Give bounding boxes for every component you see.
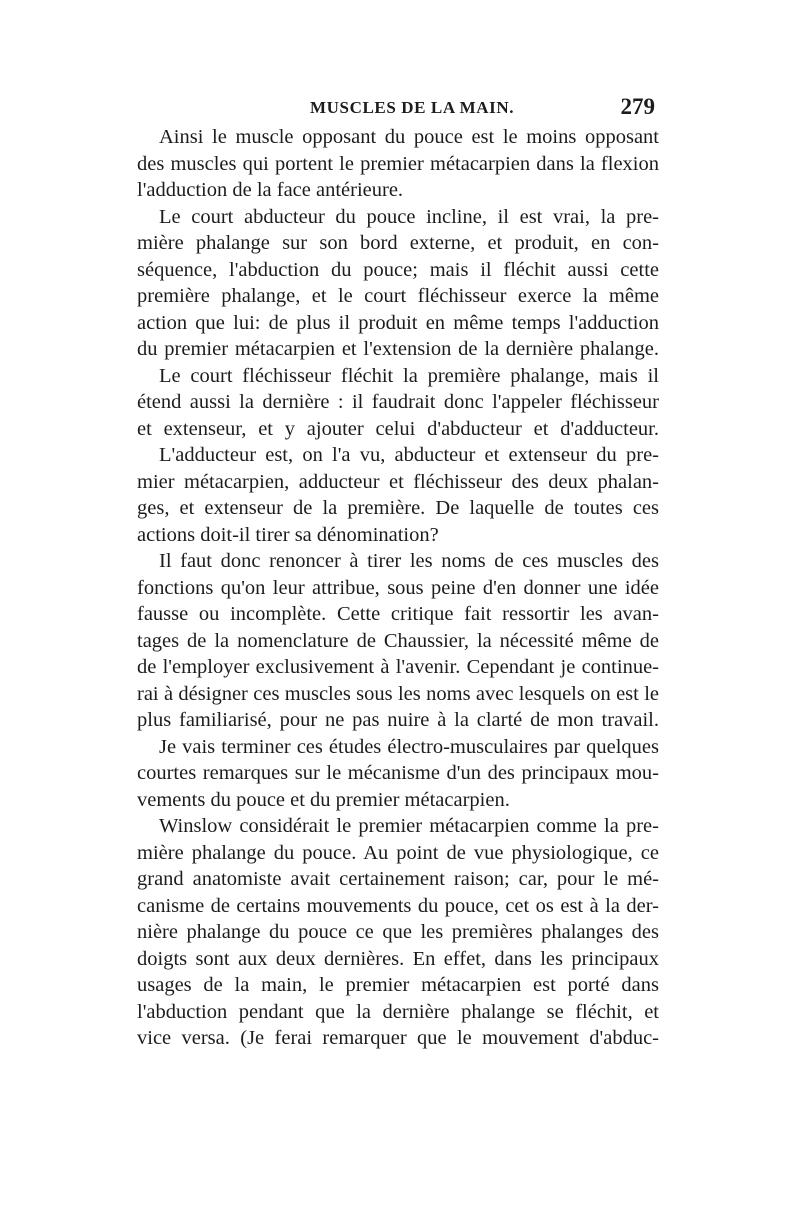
text-line: grand anatomiste avait certainement raison; car, pour le mé- — [137, 868, 659, 890]
text-line: courtes remarques sur le mécanisme d'un des principaux mou- — [137, 762, 659, 784]
text-line: plus familiarisé, pour ne pas nuire à la clarté de mon travail. — [137, 709, 659, 731]
text-line: séquence, l'abduction du pouce; mais il fléchit aussi cette — [137, 258, 659, 281]
text-line: Il faut donc renoncer à tirer les noms de ces muscles des — [159, 550, 659, 572]
text-line: étend aussi la dernière : il faudrait donc l'appeler fléchisseur — [137, 391, 659, 413]
text-line: Winslow considérait le premier métacarpien comme la pre- — [159, 815, 659, 837]
page-number: 279 — [620, 94, 655, 119]
text-line: mière phalange sur son bord externe, et produit, en con- — [137, 232, 659, 254]
text-line: rai à désigner ces muscles sous les noms avec lesquels on est le — [137, 682, 659, 705]
text-line: action que lui: de plus il produit en même temps l'adduction — [137, 311, 659, 334]
text-line: du premier métacarpien et l'extension de la dernière phalange. — [137, 338, 659, 360]
text-line: Le court abducteur du pouce incline, il est vrai, la pre- — [159, 205, 659, 228]
text-line: Je vais terminer ces études électro-musculaires par quelques — [159, 735, 659, 758]
text-line: tages de la nomenclature de Chaussier, la nécessité même de — [137, 629, 659, 652]
running-head — [137, 96, 659, 124]
text-line: l'adduction de la face antérieure. — [137, 179, 404, 201]
text-line: mier métacarpien, adducteur et fléchisseur des deux phalan- — [137, 470, 659, 493]
text-line: mière phalange du pouce. Au point de vue physiologique, ce — [137, 841, 659, 864]
text-line: fonctions qu'on leur attribue, sous peine d'en donner une idée — [137, 576, 659, 599]
text-line: des muscles qui portent le premier métacarpien dans la flexion — [137, 152, 659, 175]
running-title: MUSCLES DE LA MAIN. — [310, 98, 515, 117]
body-text — [137, 124, 659, 1052]
text-line: nière phalange du pouce ce que les premières phalanges des — [137, 921, 659, 943]
text-line: L'adducteur est, on l'a vu, abducteur et extenseur du pre- — [159, 444, 659, 466]
text-line: première phalange, et le court fléchisseur exerce la même — [137, 285, 659, 307]
text-line: et extenseur, et y ajouter celui d'abducteur et d'adducteur. — [137, 417, 659, 440]
text-line: ges, et extenseur de la première. De laquelle de toutes ces — [137, 497, 659, 519]
text-line: l'abduction pendant que la dernière phalange se fléchit, et — [137, 1000, 659, 1023]
text-line: actions doit-il tirer sa dénomination? — [137, 523, 439, 546]
text-line: canisme de certains mouvements du pouce, cet os est à la der- — [137, 894, 659, 917]
text-line: Le court fléchisseur fléchit la première phalange, mais il — [159, 364, 659, 387]
text-line: doigts sont aux deux dernières. En effet, dans les principaux — [137, 947, 659, 970]
text-line: usages de la main, le premier métacarpien est porté dans — [137, 974, 659, 996]
text-line: Ainsi le muscle opposant du pouce est le moins opposant — [159, 126, 659, 148]
text-line: vements du pouce et du premier métacarpien. — [137, 788, 510, 811]
text-line: fausse ou incomplète. Cette critique fait ressortir les avan- — [137, 603, 659, 625]
text-line: de l'employer exclusivement à l'avenir. Cependant je continue- — [137, 656, 659, 678]
text-line: vice versa. (Je ferai remarquer que le mouvement d'abduc- — [137, 1027, 659, 1049]
